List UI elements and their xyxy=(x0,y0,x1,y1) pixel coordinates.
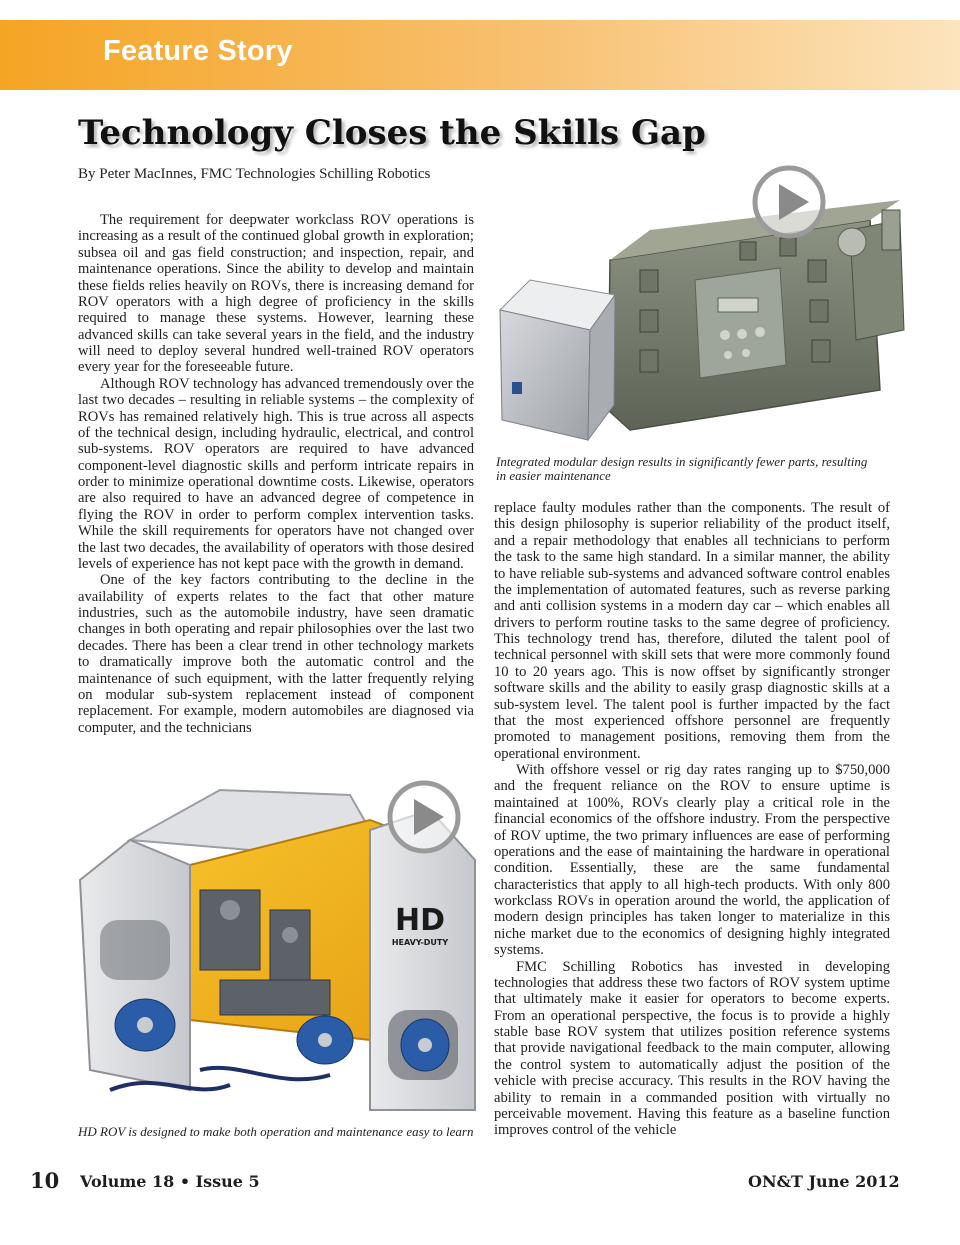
issue-label: Volume 18 • Issue 5 xyxy=(80,1172,260,1191)
paragraph: FMC Schilling Robotics has invested in developing technologies that address these two factors of ROV system uptime that ultimately make it easier for operators to become experts. From an operational perspective, the focus is to provide a highly stable base ROV system that utilizes position reference systems that provide navigational feedback to the main computer, allowing the control system to automatically adjust the position of the vehicle with precise accuracy. This results in the ROV having the ability to remain in a commanded position with virtually no perceivable movement. Having this feature as a baseline function improves control of the vehicle xyxy=(494,958,890,1139)
article-column-2 xyxy=(494,500,890,1160)
paragraph: One of the key factors contributing to the decline in the availability of experts relates to the fact that other mature industries, such as the automobile industry, have seen dramatic changes in both operating and repair philosophies over the last two decades. There has been a clear trend in other technology markets to dramatically improve both the automatic control and the maintenance of such equipment, with the latter frequently relying on modular sub-system replacement instead of component replacement. For example, modern automobiles are diagnosed via computer, and the technicians xyxy=(78,572,474,736)
photo-caption-rov: HD ROV is designed to make both operation and maintenance easy to learn xyxy=(78,1124,474,1139)
section-banner xyxy=(0,20,960,90)
video-play-icon[interactable] xyxy=(751,164,827,240)
paragraph: Although ROV technology has advanced tremendously over the last two decades – resulting in reliable systems – the complexity of ROVs has remained relatively high. This is true across all aspects of the technical design, including hydraulic, electrical, and control sub-systems. ROV operators are required to have advanced component-level diagnostic skills and perform intricate repairs in order to minimize operational downtime costs. Likewise, operators are also required to have an advanced degree of competence in flying the ROV in order to perform complex intervention tasks. While the skill requirements for operators have not changed over the last two decades, the availability of operators with those desired levels of experience has not kept pace with the growth in demand. xyxy=(78,375,474,572)
byline: By Peter MacInnes, FMC Technologies Schilling Robotics xyxy=(78,166,431,182)
photo-caption-modules: Integrated modular design results in significantly fewer parts, resulting in easier maintenance xyxy=(496,454,868,483)
page-number: 10 xyxy=(30,1168,60,1193)
paragraph: With offshore vessel or rig day rates ranging up to $750,000 and the frequent reliance on the ROV to ensure uptime is maintained at 100%, ROVs clearly play a critical role in the financial economics of the offshore industry. From the perspective of ROV uptime, the two primary influences are ease of performing operations and the ease of maintaining the hardware in operational condition. Essentially, these are the same fundamental characteristics that apply to all high-tech products. With only 800 workclass ROVs in operation around the world, the application of modern design principles has taken longer to materialize in this niche market due to the economics of designing highly integrated systems. xyxy=(494,762,890,959)
article-column-1 xyxy=(78,212,474,772)
paragraph: The requirement for deepwater workclass ROV operations is increasing as a result of the continued global growth in exploration; subsea oil and gas field construction; and inspection, repair, and maintenance operations. Since the ability to develop and maintain these fields relies heavily on ROVs, there is increasing demand for ROV operators with a high degree of proficiency in the skills required to manage these systems. However, learning these advanced skills can take several years in the field, and the industry will need to deploy several hundred well-trained ROV operators every year for the foreseeable future. xyxy=(78,212,474,376)
modular-hardware-photo xyxy=(490,160,930,450)
section-label: Feature Story xyxy=(103,35,293,67)
hd-logo-subtext: HEAVY-DUTY xyxy=(391,938,449,947)
article-title: Technology Closes the Skills Gap xyxy=(78,113,706,153)
hd-logo-text: HD xyxy=(394,903,446,938)
video-play-icon[interactable] xyxy=(386,779,462,855)
paragraph: replace faulty modules rather than the components. The result of this design philosophy is superior reliability of the product itself, and a repair methodology that enables all technicians to perform the task to the same high standard. In a similar manner, the ability to have reliable sub-systems and advanced software control enables the implementation of automated features, such as reverse parking and anti collision systems in a modern day car – which enables all drivers to perform routine tasks to the same degree of proficiency. This technology trend has, therefore, diluted the talent pool of technical personnel with skill sets that were more commonly found 10 to 20 years ago. This is now offset by significantly stronger software skills and the ability to easily grasp diagnostic skills at a sub-system level. The talent pool is further impacted by the fact that the most experienced offshore personnel are frequently promoted to management positions, removing them from the operational environment. xyxy=(494,500,890,762)
publication-label: ON&T June 2012 xyxy=(748,1172,900,1191)
